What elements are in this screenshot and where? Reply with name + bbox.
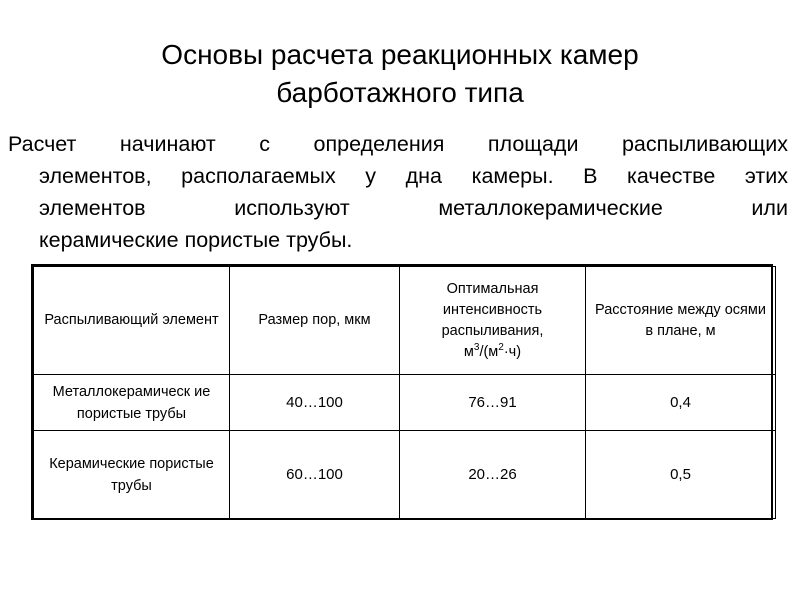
cell-pore-size: 60…100	[230, 431, 400, 519]
title-line-1: Основы расчета реакционных камер	[161, 39, 639, 70]
cell-distance: 0,4	[586, 375, 776, 431]
header-distance: Расстояние между осями в плане, м	[586, 267, 776, 375]
paragraph-line-3: элементов используют металлокерамические или	[39, 196, 788, 220]
cell-element: Керамические пористые трубы	[34, 431, 230, 519]
cell-element: Металлокерамическ ие пористые трубы	[34, 375, 230, 431]
header-element: Распыливающий элемент	[34, 267, 230, 375]
unit-exp-2: 2	[498, 341, 504, 353]
header-intensity-text: Оптимальная интенсивность распыливания,	[441, 280, 544, 339]
header-pore-size: Размер пор, мкм	[230, 267, 400, 375]
intro-paragraph	[8, 128, 788, 256]
table-row	[34, 431, 776, 519]
page-title	[0, 36, 800, 112]
cell-intensity: 76…91	[400, 375, 586, 431]
header-intensity	[400, 267, 586, 375]
data-table	[31, 264, 773, 520]
unit-exp-3: 3	[473, 341, 480, 353]
cell-distance: 0,5	[586, 431, 776, 519]
cell-pore-size: 40…100	[230, 375, 400, 431]
unit-m: м	[463, 343, 474, 360]
paragraph-line-4: керамические пористые трубы.	[39, 228, 353, 252]
header-intensity-unit	[463, 341, 522, 360]
table-row	[34, 375, 776, 431]
paragraph-line-1: Расчет начинают с определения площади распыливающих	[8, 132, 788, 156]
cell-intensity: 20…26	[400, 431, 586, 519]
unit-mid: /(м	[479, 343, 499, 360]
paragraph-line-2: элементов, располагаемых у дна камеры. В качестве этих	[39, 164, 788, 188]
spray-elements-table	[33, 266, 776, 519]
title-line-2: барботажного типа	[276, 77, 524, 108]
table-header-row	[34, 267, 776, 375]
unit-end: ·ч)	[503, 343, 522, 360]
